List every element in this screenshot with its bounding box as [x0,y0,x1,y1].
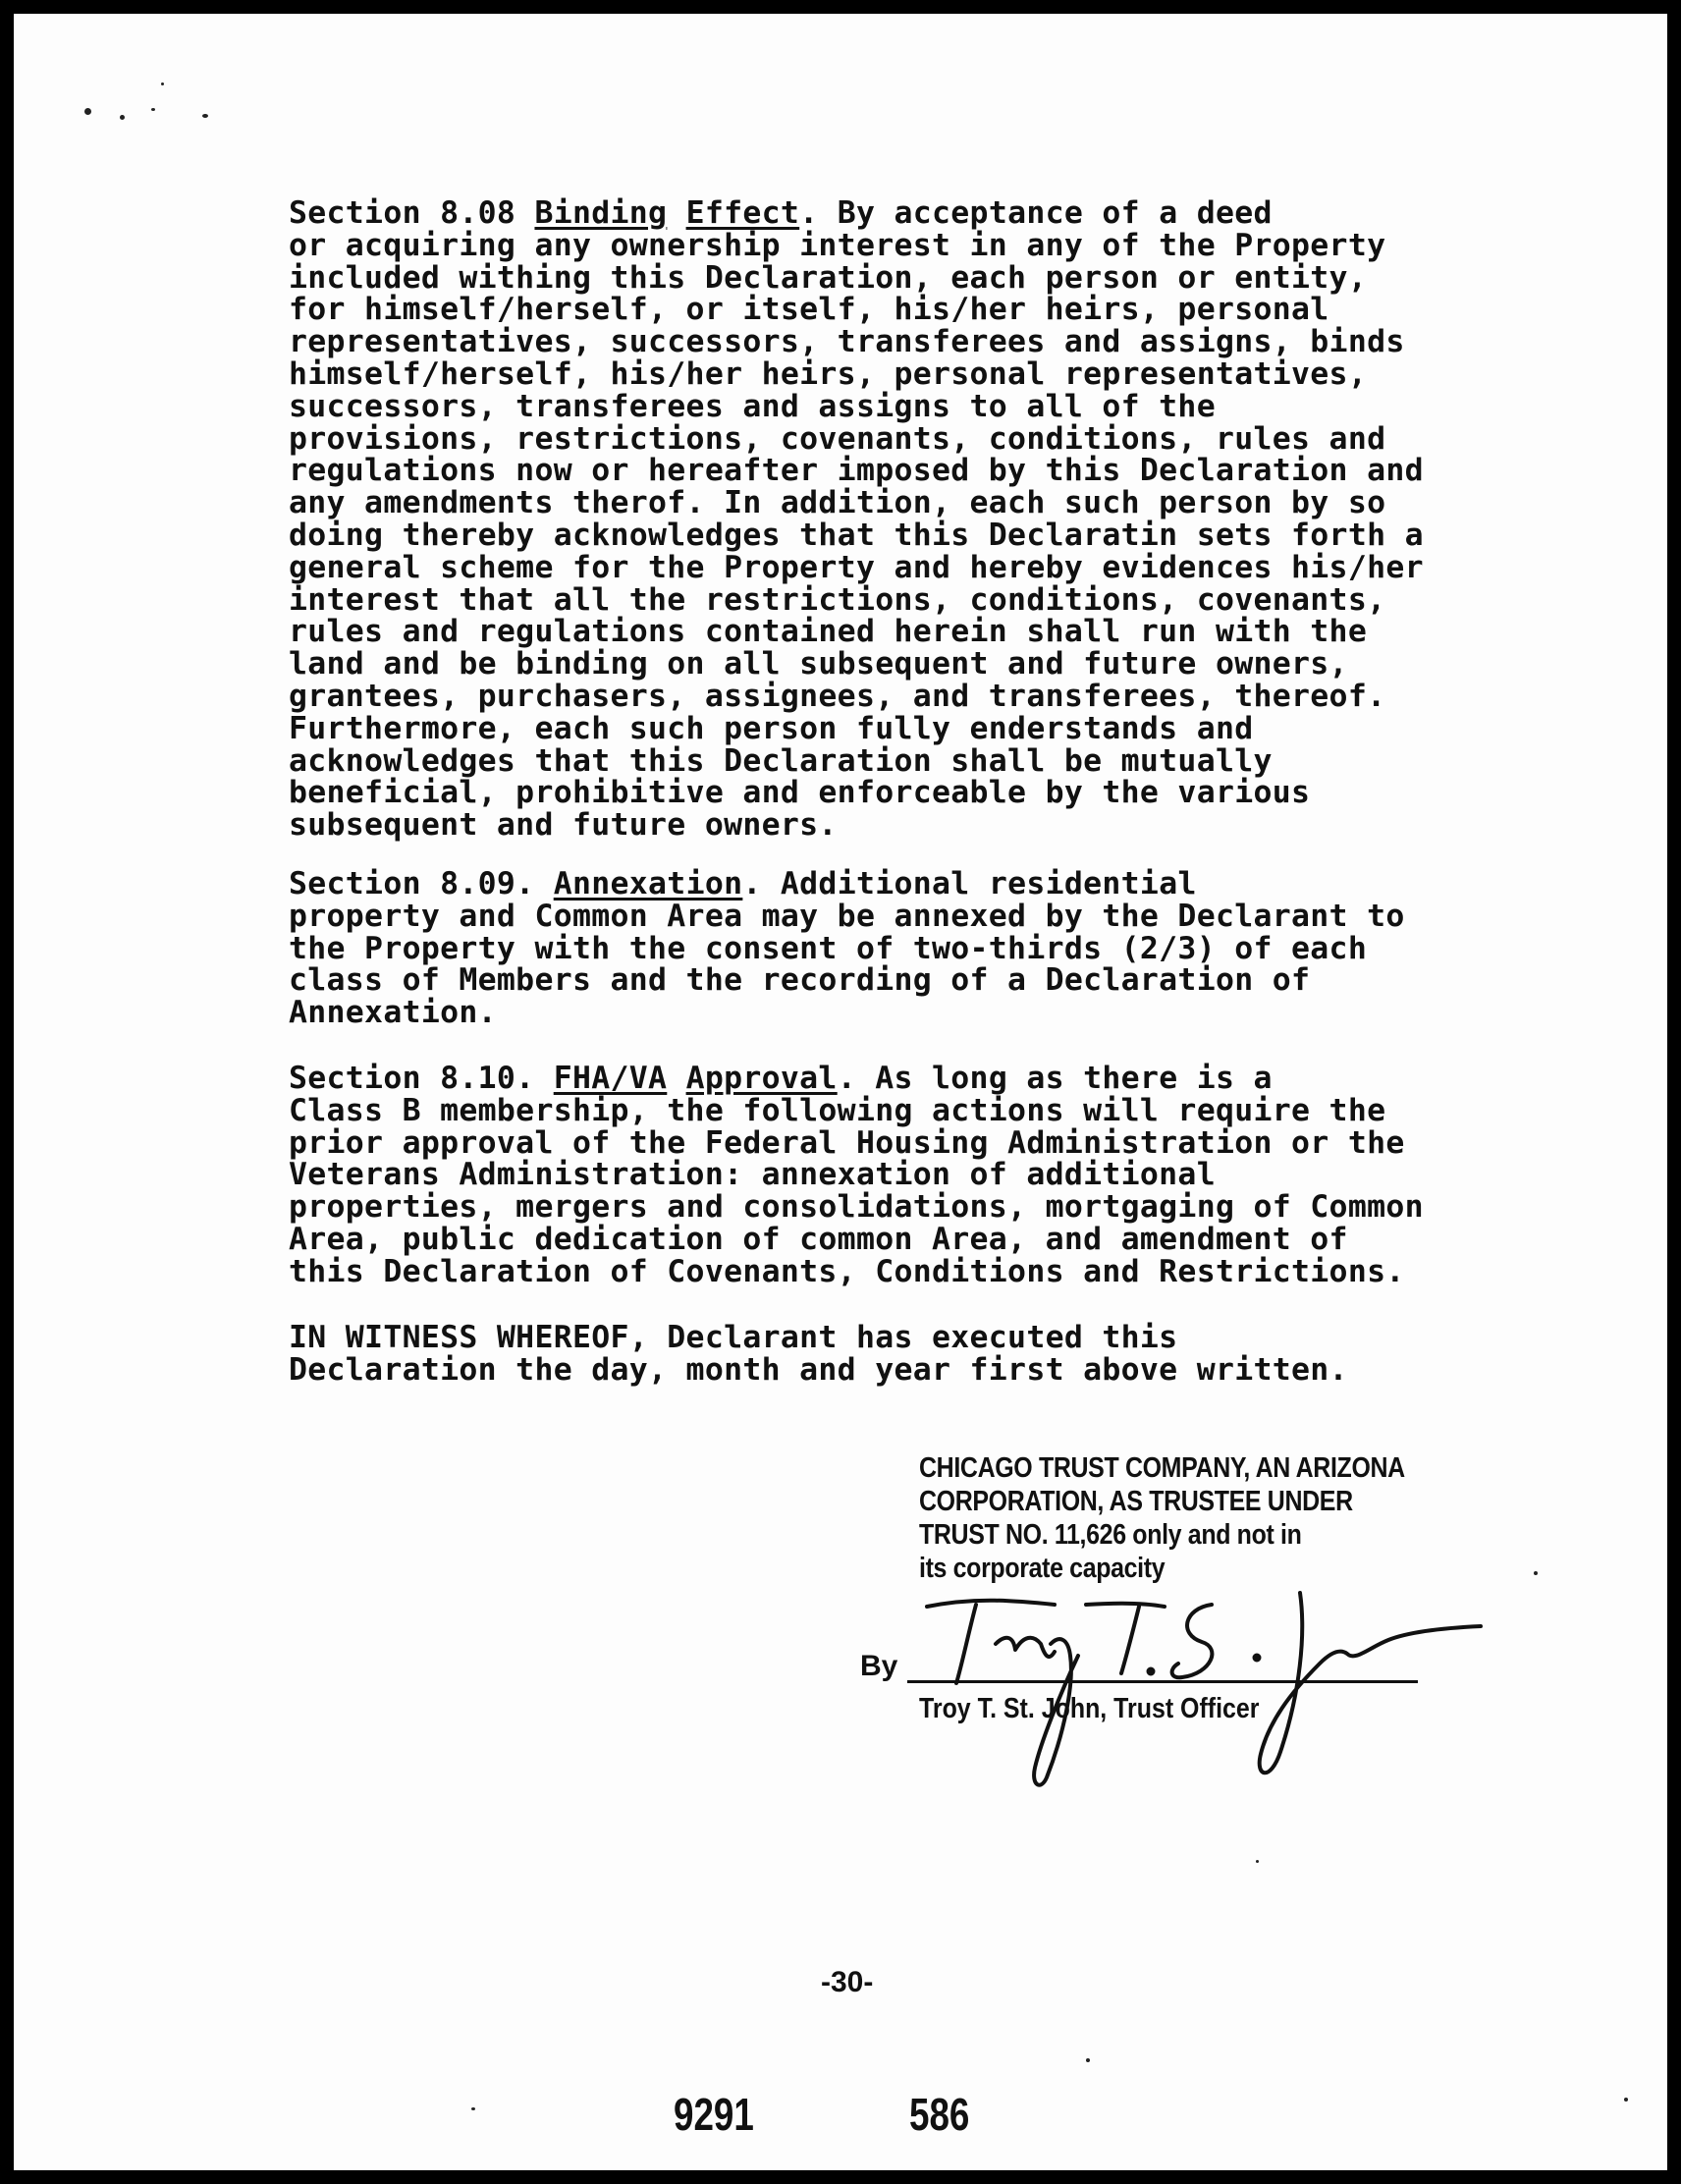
section-heading: Section 8.09. Annexation. [289,866,762,901]
page-number: -30- [821,1966,874,1998]
section-body: As long as there is a Class B membership, the following actions will require the prior approval of the Federal Housing Administration or the Veterans Administration: annexation of additional properties, mergers and consolidations, mortgaging of Common Area, public dedication of common Area, and amendment of this Declaration of Covenants, Conditions and Restrictions. [289,1061,1424,1289]
section-8-09 [289,868,1447,1029]
section-body: By acceptance of a deed or acquiring any ownership interest in any of the Property included withing this Declaration, each person or entity, for himself/herself, or itself, his/her heirs, personal representatives, successors, transferees and assigns, binds himself/herself, his/her heirs, personal representatives, successors, transferees and assigns to all of the provisions, restrictions, covenants, conditions, rules and regulations now or hereafter imposed by this Declaration and any amendments therof. In addition, each such person by so doing thereby acknowledges that this Declaratin sets forth a general scheme for the Property and hereby evidences his/her interest that all the restrictions, conditions, covenants, rules and regulations contained herein shall run with the land and be binding on all subsequent and future owners, grantees, purchasers, assignees, and transferees, thereof. Furthermore, each such person fully enderstands and acknowledges that this Declaration shall be mutually beneficial, prohibitive and enforceable by the various subsequent and future owners. [289,195,1424,844]
section-heading: Section 8.08 Binding Effect. [289,195,819,231]
document-page [14,14,1667,2170]
section-8-10 [289,1063,1447,1288]
handwritten-signature [858,1546,1487,1801]
section-8-08 [289,197,1447,842]
witness-clause: IN WITNESS WHEREOF, Declarant has executed this Declaration the day, month and year first above written. [289,1320,1348,1388]
section-heading: Section 8.10. FHA/VA Approval. [289,1061,856,1096]
recording-number-page: 586 [909,2089,970,2140]
signer-name: Troy T. St. John, Trust Officer [919,1693,1260,1724]
trustee-block: CHICAGO TRUST COMPANY, AN ARIZONA CORPORATION, AS TRUSTEE UNDER TRUST NO. 11,626 only and not in its corporate capacity [919,1452,1405,1584]
by-label: By [860,1650,898,1682]
section-body: Additional residential property and Common Area may be annexed by the Declarant to the Property with the consent of two-thirds (2/3) of each class of Members and the recording of a Declaration of Annexation. [289,866,1405,1031]
recording-number-book: 9291 [674,2089,754,2140]
signature-line [907,1680,1418,1683]
